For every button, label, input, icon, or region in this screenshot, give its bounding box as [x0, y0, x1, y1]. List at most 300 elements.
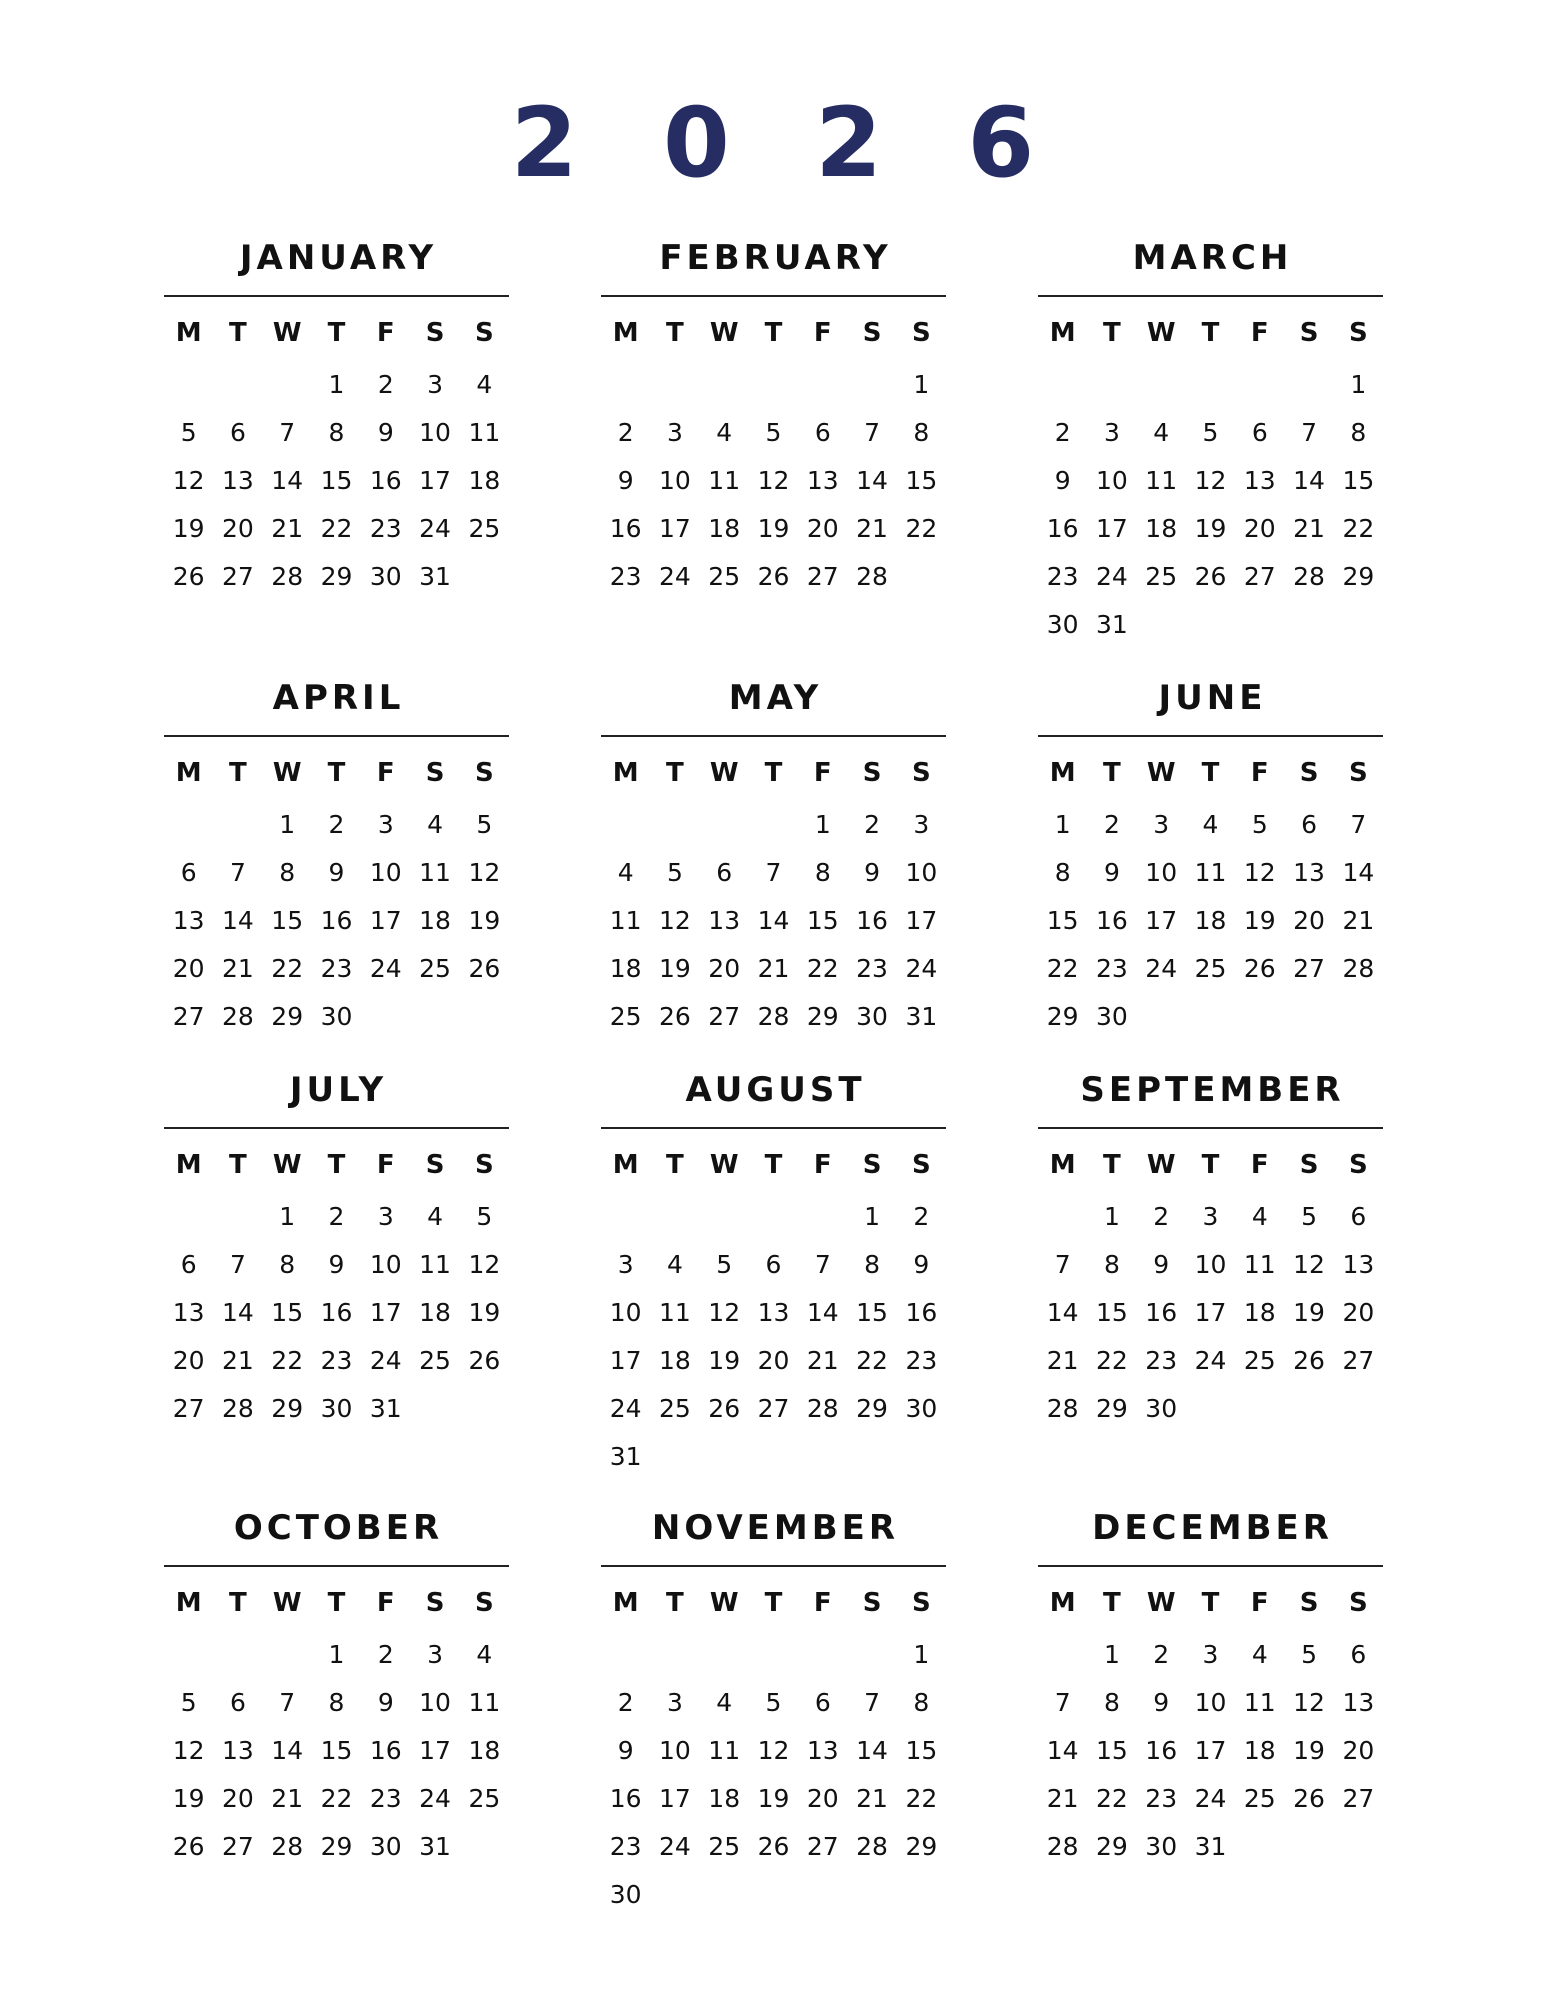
day-grid — [601, 313, 946, 601]
day-cell: 14 — [1046, 1736, 1079, 1765]
day-cell: 4 — [427, 810, 444, 839]
weekday-header: S — [425, 318, 445, 348]
weekday-header: M — [175, 1588, 202, 1618]
day-cell: 31 — [369, 1394, 402, 1423]
day-cell: 17 — [419, 466, 451, 495]
month-december — [1038, 1508, 1383, 1871]
day-cell: 3 — [913, 810, 930, 839]
weekday-header: S — [1299, 758, 1319, 788]
day-cell: 12 — [659, 906, 691, 935]
weekday-header: T — [666, 318, 684, 348]
day-cell: 18 — [1243, 1298, 1276, 1327]
day-cell: 31 — [905, 1002, 938, 1031]
day-cell: 19 — [757, 1784, 790, 1813]
weekday-header: W — [709, 1588, 739, 1618]
day-cell: 21 — [222, 1346, 254, 1375]
day-cell: 2 — [913, 1202, 930, 1231]
day-cell: 9 — [913, 1250, 930, 1279]
day-cell: 4 — [1251, 1202, 1268, 1231]
day-cell: 24 — [1194, 1784, 1227, 1813]
day-cell: 18 — [708, 1784, 741, 1813]
day-cell: 10 — [419, 418, 451, 447]
month-divider — [601, 295, 946, 297]
day-cell: 8 — [328, 418, 345, 447]
weekday-header: W — [272, 1150, 302, 1180]
day-cell: 18 — [609, 954, 642, 983]
weekday-header: S — [474, 318, 494, 348]
day-cell: 15 — [806, 906, 839, 935]
day-cell: 25 — [468, 1784, 501, 1813]
empty-cell — [1284, 361, 1333, 409]
weekday-header: M — [1049, 318, 1076, 348]
day-cell: 22 — [1342, 514, 1375, 543]
month-name: FEBRUARY — [659, 238, 892, 278]
month-divider — [1038, 295, 1383, 297]
empty-cell — [650, 801, 699, 849]
day-cell: 15 — [1342, 466, 1375, 495]
day-cell: 22 — [1096, 1784, 1128, 1813]
weekday-header: W — [1146, 1150, 1176, 1180]
weekday-header: T — [764, 758, 783, 788]
weekday-header: T — [229, 1150, 247, 1180]
weekday-header: F — [376, 318, 395, 348]
day-cell: 9 — [377, 418, 394, 447]
weekday-header: M — [175, 1150, 202, 1180]
weekday-header: T — [229, 758, 247, 788]
empty-cell — [601, 361, 650, 409]
day-cell: 3 — [1202, 1640, 1219, 1669]
weekday-header: S — [1299, 1150, 1319, 1180]
day-cell: 12 — [1243, 858, 1276, 887]
weekday-header: T — [1201, 1150, 1220, 1180]
day-cell: 12 — [172, 466, 205, 495]
day-cell: 1 — [279, 810, 296, 839]
day-cell: 21 — [222, 954, 254, 983]
day-cell: 24 — [659, 1832, 691, 1861]
day-cell: 8 — [1054, 858, 1071, 887]
day-cell: 9 — [1153, 1688, 1170, 1717]
day-cell: 5 — [765, 418, 782, 447]
day-cell: 24 — [419, 514, 451, 543]
day-cell: 10 — [369, 1250, 402, 1279]
day-cell: 10 — [1194, 1250, 1227, 1279]
empty-cell — [164, 801, 213, 849]
day-cell: 16 — [609, 1784, 642, 1813]
day-cell: 18 — [1243, 1736, 1276, 1765]
day-cell: 31 — [419, 562, 451, 591]
day-cell: 11 — [419, 1250, 451, 1279]
empty-cell — [749, 1193, 798, 1241]
day-cell: 9 — [1153, 1250, 1170, 1279]
day-cell: 5 — [180, 418, 197, 447]
empty-cell — [650, 1631, 699, 1679]
weekday-header: S — [862, 318, 882, 348]
day-cell: 8 — [279, 1250, 296, 1279]
day-cell: 6 — [1251, 418, 1268, 447]
day-cell: 27 — [1342, 1784, 1375, 1813]
weekday-header: S — [1348, 318, 1368, 348]
day-cell: 31 — [1194, 1832, 1227, 1861]
month-divider — [601, 735, 946, 737]
month-june — [1038, 678, 1383, 1041]
day-cell: 30 — [369, 1832, 402, 1861]
day-cell: 29 — [1342, 562, 1375, 591]
day-cell: 13 — [1293, 858, 1325, 887]
weekday-header: W — [1146, 758, 1176, 788]
day-cell: 18 — [659, 1346, 691, 1375]
day-cell: 8 — [864, 1250, 881, 1279]
day-cell: 27 — [172, 1002, 205, 1031]
day-cell: 26 — [1293, 1784, 1325, 1813]
day-cell: 22 — [905, 514, 938, 543]
day-cell: 13 — [1243, 466, 1276, 495]
day-cell: 17 — [609, 1346, 642, 1375]
weekday-header: T — [327, 1150, 346, 1180]
weekday-header: S — [1348, 1588, 1368, 1618]
day-cell: 13 — [172, 906, 205, 935]
day-cell: 31 — [419, 1832, 451, 1861]
day-cell: 18 — [1145, 514, 1178, 543]
day-cell: 20 — [1293, 906, 1325, 935]
weekday-header: F — [1250, 1588, 1269, 1618]
day-cell: 2 — [328, 810, 345, 839]
day-cell: 11 — [708, 466, 741, 495]
day-cell: 26 — [1293, 1346, 1325, 1375]
day-cell: 17 — [1145, 906, 1178, 935]
day-cell: 27 — [1342, 1346, 1375, 1375]
month-name: MAY — [728, 678, 823, 718]
weekday-header: T — [764, 1150, 783, 1180]
weekday-header: T — [1103, 1150, 1121, 1180]
day-cell: 10 — [1194, 1688, 1227, 1717]
day-cell: 22 — [1046, 954, 1079, 983]
weekday-header: S — [862, 758, 882, 788]
day-cell: 10 — [1096, 466, 1128, 495]
day-cell: 23 — [1145, 1784, 1178, 1813]
month-november — [601, 1508, 946, 1919]
day-cell: 21 — [271, 1784, 304, 1813]
month-name: JULY — [289, 1070, 388, 1110]
day-grid — [164, 313, 509, 601]
weekday-header: S — [911, 1150, 931, 1180]
day-cell: 7 — [279, 1688, 296, 1717]
empty-cell — [1186, 361, 1235, 409]
day-cell: 11 — [609, 906, 642, 935]
day-cell: 16 — [369, 466, 402, 495]
day-cell: 5 — [1202, 418, 1219, 447]
day-cell: 27 — [757, 1394, 790, 1423]
day-cell: 28 — [1293, 562, 1325, 591]
day-cell: 7 — [1301, 418, 1318, 447]
day-cell: 10 — [659, 466, 691, 495]
day-cell: 7 — [1054, 1688, 1071, 1717]
day-cell: 6 — [1301, 810, 1318, 839]
day-cell: 29 — [1096, 1832, 1128, 1861]
day-cell: 2 — [864, 810, 881, 839]
day-cell: 9 — [1054, 466, 1071, 495]
day-cell: 4 — [617, 858, 634, 887]
day-cell: 19 — [1293, 1736, 1325, 1765]
day-cell: 17 — [1096, 514, 1128, 543]
day-grid — [164, 1145, 509, 1433]
weekday-header: T — [1201, 318, 1220, 348]
day-cell: 9 — [617, 466, 634, 495]
day-cell: 21 — [1046, 1784, 1079, 1813]
day-cell: 5 — [476, 810, 493, 839]
day-cell: 2 — [377, 1640, 394, 1669]
day-cell: 25 — [708, 562, 741, 591]
day-cell: 4 — [476, 370, 493, 399]
empty-cell — [601, 1631, 650, 1679]
day-cell: 12 — [1293, 1250, 1325, 1279]
day-cell: 7 — [814, 1250, 831, 1279]
empty-cell — [650, 1193, 699, 1241]
empty-cell — [700, 361, 749, 409]
day-cell: 30 — [320, 1394, 353, 1423]
month-divider — [1038, 735, 1383, 737]
day-cell: 21 — [1046, 1346, 1079, 1375]
day-cell: 16 — [1096, 906, 1128, 935]
day-cell: 9 — [1103, 858, 1120, 887]
day-cell: 6 — [180, 858, 197, 887]
day-cell: 14 — [806, 1298, 839, 1327]
day-cell: 28 — [1046, 1832, 1079, 1861]
day-cell: 24 — [369, 954, 402, 983]
day-cell: 17 — [419, 1736, 451, 1765]
weekday-header: M — [612, 758, 639, 788]
weekday-header: F — [376, 1150, 395, 1180]
day-cell: 3 — [377, 810, 394, 839]
weekday-header: S — [862, 1588, 882, 1618]
weekday-header: S — [474, 1588, 494, 1618]
day-cell: 26 — [757, 562, 790, 591]
empty-cell — [601, 1193, 650, 1241]
day-cell: 4 — [1251, 1640, 1268, 1669]
day-cell: 17 — [1194, 1298, 1227, 1327]
day-cell: 16 — [609, 514, 642, 543]
empty-cell — [213, 1631, 262, 1679]
day-cell: 6 — [1350, 1640, 1367, 1669]
day-cell: 28 — [757, 1002, 790, 1031]
empty-cell — [164, 1631, 213, 1679]
day-cell: 25 — [1194, 954, 1227, 983]
day-cell: 27 — [806, 562, 839, 591]
weekday-header: W — [709, 318, 739, 348]
day-cell: 11 — [1145, 466, 1178, 495]
weekday-header: S — [1299, 318, 1319, 348]
empty-cell — [700, 801, 749, 849]
day-grid — [164, 753, 509, 1041]
day-cell: 23 — [905, 1346, 938, 1375]
day-cell: 14 — [856, 466, 888, 495]
day-cell: 3 — [666, 418, 683, 447]
day-cell: 3 — [617, 1250, 634, 1279]
empty-cell — [749, 1631, 798, 1679]
day-cell: 20 — [1342, 1298, 1375, 1327]
day-cell: 26 — [1194, 562, 1227, 591]
weekday-header: M — [175, 318, 202, 348]
day-cell: 7 — [229, 1250, 246, 1279]
weekday-header: W — [709, 1150, 739, 1180]
day-cell: 25 — [419, 1346, 451, 1375]
day-cell: 16 — [320, 906, 353, 935]
day-cell: 18 — [419, 906, 451, 935]
empty-cell — [847, 1631, 896, 1679]
empty-cell — [650, 361, 699, 409]
weekday-header: S — [474, 758, 494, 788]
day-cell: 19 — [1293, 1298, 1325, 1327]
day-cell: 27 — [708, 1002, 741, 1031]
day-cell: 9 — [617, 1736, 634, 1765]
day-cell: 20 — [757, 1346, 790, 1375]
weekday-header: T — [666, 1588, 684, 1618]
weekday-header: T — [229, 318, 247, 348]
day-cell: 24 — [1145, 954, 1178, 983]
weekday-header: T — [327, 318, 346, 348]
weekday-header: T — [327, 758, 346, 788]
day-cell: 5 — [1301, 1640, 1318, 1669]
day-cell: 26 — [468, 954, 501, 983]
day-cell: 14 — [1293, 466, 1325, 495]
day-cell: 3 — [427, 1640, 444, 1669]
day-cell: 26 — [659, 1002, 691, 1031]
day-cell: 7 — [1350, 810, 1367, 839]
day-cell: 26 — [708, 1394, 741, 1423]
empty-cell — [164, 1193, 213, 1241]
day-cell: 10 — [905, 858, 938, 887]
weekday-header: M — [1049, 1588, 1076, 1618]
day-cell: 12 — [757, 466, 790, 495]
day-cell: 16 — [856, 906, 888, 935]
day-cell: 5 — [1251, 810, 1268, 839]
weekday-header: T — [1103, 318, 1121, 348]
weekday-header: W — [709, 758, 739, 788]
month-name: DECEMBER — [1092, 1508, 1333, 1548]
empty-cell — [700, 1193, 749, 1241]
day-cell: 14 — [1046, 1298, 1079, 1327]
day-cell: 5 — [666, 858, 683, 887]
day-cell: 28 — [856, 562, 888, 591]
day-cell: 26 — [757, 1832, 790, 1861]
day-cell: 25 — [659, 1394, 691, 1423]
day-cell: 29 — [320, 562, 353, 591]
day-cell: 1 — [1054, 810, 1071, 839]
day-cell: 14 — [1342, 858, 1375, 887]
day-cell: 31 — [1096, 610, 1128, 639]
weekday-header: T — [1103, 1588, 1121, 1618]
day-cell: 2 — [617, 1688, 634, 1717]
day-cell: 18 — [708, 514, 741, 543]
weekday-header: T — [764, 1588, 783, 1618]
day-cell: 19 — [468, 906, 501, 935]
day-cell: 29 — [1096, 1394, 1128, 1423]
day-cell: 27 — [222, 562, 254, 591]
day-cell: 10 — [609, 1298, 642, 1327]
day-cell: 31 — [609, 1442, 642, 1471]
day-cell: 10 — [419, 1688, 451, 1717]
day-cell: 25 — [468, 514, 501, 543]
day-cell: 23 — [856, 954, 888, 983]
weekday-header: S — [911, 1588, 931, 1618]
day-grid — [601, 1583, 946, 1919]
day-cell: 18 — [468, 1736, 501, 1765]
weekday-header: S — [425, 758, 445, 788]
day-cell: 17 — [1194, 1736, 1227, 1765]
day-cell: 29 — [271, 1394, 304, 1423]
day-cell: 15 — [1046, 906, 1079, 935]
day-cell: 26 — [1243, 954, 1276, 983]
day-cell: 8 — [1103, 1250, 1120, 1279]
day-cell: 3 — [1153, 810, 1170, 839]
day-grid — [601, 1145, 946, 1481]
day-cell: 2 — [1153, 1202, 1170, 1231]
day-cell: 8 — [279, 858, 296, 887]
day-cell: 11 — [1243, 1688, 1276, 1717]
day-cell: 14 — [757, 906, 790, 935]
day-cell: 5 — [180, 1688, 197, 1717]
day-cell: 12 — [1293, 1688, 1325, 1717]
day-cell: 12 — [757, 1736, 790, 1765]
day-cell: 29 — [856, 1394, 888, 1423]
day-cell: 2 — [377, 370, 394, 399]
day-cell: 8 — [328, 1688, 345, 1717]
day-cell: 25 — [1145, 562, 1178, 591]
day-cell: 15 — [856, 1298, 888, 1327]
month-october — [164, 1508, 509, 1871]
day-cell: 30 — [320, 1002, 353, 1031]
empty-cell — [213, 361, 262, 409]
day-cell: 20 — [708, 954, 741, 983]
day-cell: 6 — [716, 858, 733, 887]
month-name: MARCH — [1132, 238, 1293, 278]
weekday-header: S — [474, 1150, 494, 1180]
day-cell: 4 — [716, 418, 733, 447]
day-cell: 23 — [320, 1346, 353, 1375]
day-cell: 12 — [1194, 466, 1227, 495]
day-cell: 1 — [1350, 370, 1367, 399]
weekday-header: T — [1201, 758, 1220, 788]
day-cell: 7 — [864, 1688, 881, 1717]
day-cell: 23 — [1046, 562, 1079, 591]
day-cell: 29 — [905, 1832, 938, 1861]
weekday-header: S — [1299, 1588, 1319, 1618]
day-cell: 2 — [1153, 1640, 1170, 1669]
month-name: OCTOBER — [233, 1508, 444, 1548]
month-may — [601, 678, 946, 1041]
day-cell: 22 — [271, 1346, 304, 1375]
day-cell: 3 — [1103, 418, 1120, 447]
day-cell: 16 — [1145, 1298, 1178, 1327]
weekday-header: F — [1250, 318, 1269, 348]
day-cell: 17 — [659, 514, 691, 543]
empty-cell — [700, 1631, 749, 1679]
day-cell: 19 — [757, 514, 790, 543]
month-divider — [601, 1127, 946, 1129]
day-cell: 12 — [468, 858, 501, 887]
day-cell: 14 — [856, 1736, 888, 1765]
day-cell: 26 — [172, 1832, 205, 1861]
day-cell: 1 — [864, 1202, 881, 1231]
day-grid — [1038, 1145, 1383, 1433]
day-cell: 27 — [1243, 562, 1276, 591]
day-cell: 1 — [1103, 1640, 1120, 1669]
day-cell: 1 — [913, 1640, 930, 1669]
day-cell: 14 — [271, 466, 304, 495]
weekday-header: F — [1250, 758, 1269, 788]
day-cell: 30 — [369, 562, 402, 591]
day-cell: 21 — [856, 514, 888, 543]
weekday-header: F — [376, 758, 395, 788]
